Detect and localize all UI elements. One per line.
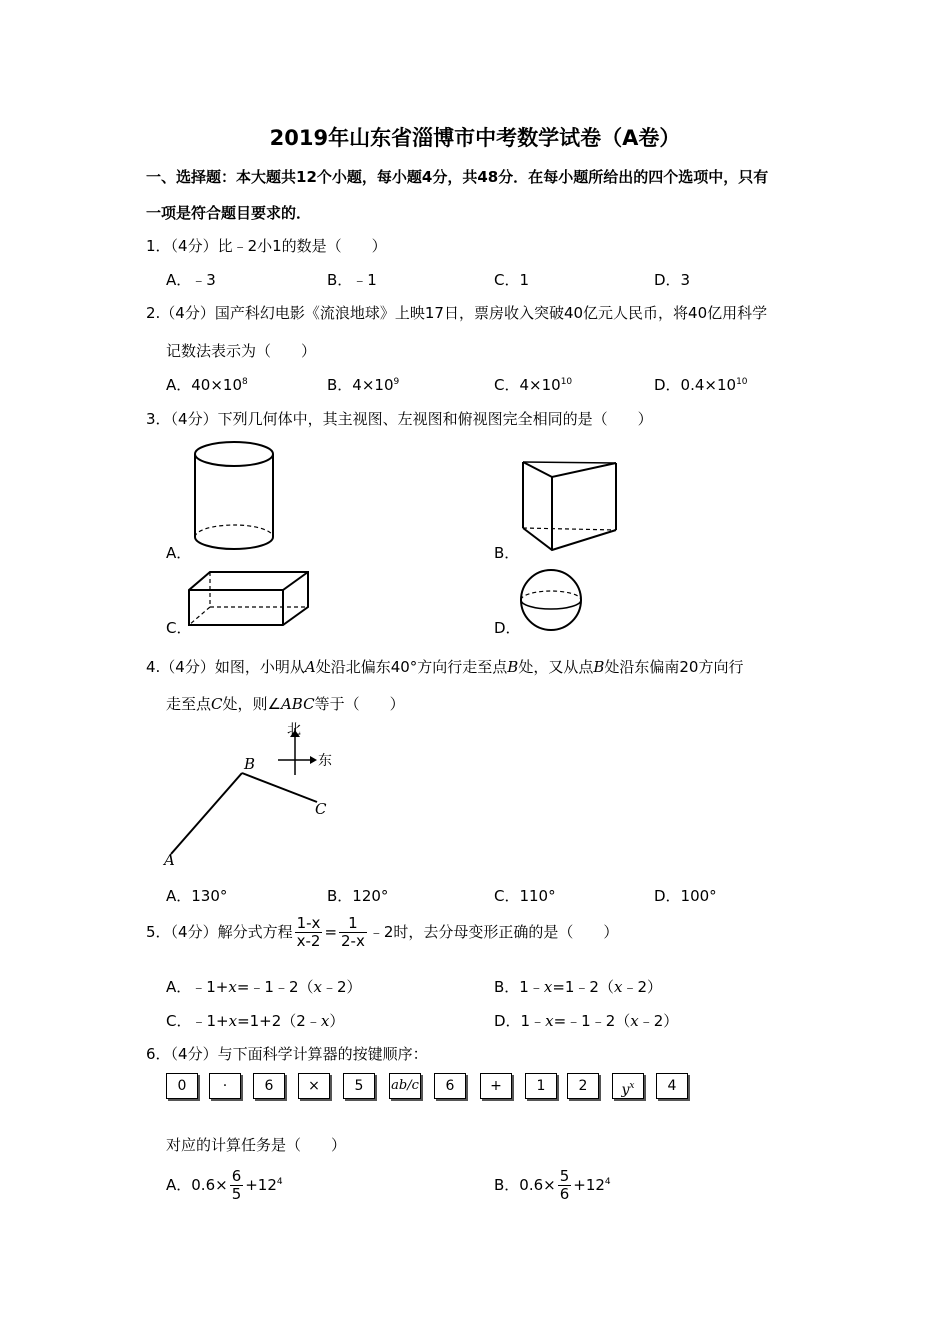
point-c-label: C [315, 800, 327, 818]
north-label: 北 [287, 722, 301, 738]
q1-option-a: A．﹣3 [166, 271, 216, 289]
section-heading-line1: 一、选择题：本大题共12个小题，每小题4分，共48分．在每小题所给出的四个选项中，只有 [146, 168, 769, 186]
triangular-prism-figure [515, 455, 625, 560]
q5-option-d: D．1﹣x=﹣1﹣2（x﹣2） [494, 1012, 679, 1030]
q6-option-a: A．0.6× $\frac{6}{5}$ $+12^4$ [166, 1167, 283, 1203]
question-1-stem: 1．（4分）比﹣2小1的数是（ ） [146, 237, 387, 255]
q1-option-d: D．3 [654, 271, 691, 289]
q2-option-d: D．$0.4\times 10^{10}$ [654, 376, 748, 394]
q3-option-a: A． [166, 544, 192, 562]
calc-key-6b: 6 [434, 1073, 466, 1099]
question-2-line2: 记数法表示为（ ） [166, 342, 317, 360]
q4-option-b: B．120° [327, 887, 389, 905]
segment-bc [242, 773, 317, 802]
q1-option-b: B．﹣1 [327, 271, 377, 289]
question-5-stem: 5．（4分）解分式方程 $\frac{1-x}{x-2}$ = $\frac{1}{2-x}$ ﹣2时，去分母变形正确的是（ ） [146, 914, 619, 950]
q1-option-c: C．1 [494, 271, 530, 289]
point-b-label: B [244, 755, 256, 773]
sphere-figure [515, 568, 587, 634]
q4-option-a: A．130° [166, 887, 228, 905]
page-title: 2019年山东省淄博市中考数学试卷（A卷） [269, 126, 681, 150]
calc-key-fraction: ab/c [389, 1073, 421, 1099]
cylinder-figure [185, 436, 285, 556]
east-label: 东 [318, 753, 332, 769]
calc-key-power: $y^x$ [612, 1073, 644, 1099]
q6-option-b: B．0.6× $\frac{5}{6}$ $+12^4$ [494, 1167, 611, 1203]
point-a-label: A [164, 851, 175, 869]
calc-key-multiply: × [298, 1073, 330, 1099]
q5-option-c: C．﹣1+x=1+2（2﹣x） [166, 1012, 345, 1030]
fraction-left: $\frac{1-x}{x-2}$ [296, 914, 321, 950]
question-6-task: 对应的计算任务是（ ） [166, 1136, 347, 1154]
calc-key-4: 4 [656, 1073, 688, 1099]
calc-key-plus: + [480, 1073, 512, 1099]
calc-key-0: 0 [166, 1073, 198, 1099]
cuboid-figure [182, 568, 312, 630]
q5-option-a: A．﹣1+x=﹣1﹣2（x﹣2） [166, 978, 362, 996]
q2-option-a: A．$40\times 10^8$ [166, 376, 248, 394]
calc-key-5: 5 [343, 1073, 375, 1099]
q2-option-c: C．$4\times 10^{10}$ [494, 376, 573, 394]
question-6-stem: 6．（4分）与下面科学计算器的按键顺序： [146, 1045, 428, 1063]
segment-ab [171, 773, 242, 854]
question-2-line1: 2.（4分）国产科幻电影《流浪地球》上映17日，票房收入突破40亿元人民币，将40亿用科学 [146, 304, 768, 322]
fraction-right: $\frac{1}{2-x}$ [341, 914, 365, 950]
question-4-line2: 走至点C处，则∠ABC等于（ ） [166, 695, 405, 713]
question-3-stem: 3．（4分）下列几何体中，其主视图、左视图和俯视图完全相同的是（ ） [146, 410, 653, 428]
calc-key-decimal: · [209, 1073, 241, 1099]
q3-option-c: C． [166, 619, 192, 637]
q3-option-b: B． [494, 544, 520, 562]
direction-figure [160, 718, 360, 873]
q5-option-b: B．1﹣x=1﹣2（x﹣2） [494, 978, 662, 996]
calc-key-2: 2 [567, 1073, 599, 1099]
east-arrow-icon [310, 756, 317, 764]
q3-option-d: D． [494, 619, 521, 637]
q4-option-c: C．110° [494, 887, 556, 905]
q2-option-b: B．$4\times 10^9$ [327, 376, 400, 394]
question-4-line1: 4.（4分）如图，小明从A处沿北偏东40°方向行走至点B处，又从点B处沿东偏南20方向行 [146, 658, 744, 676]
q4-option-d: D．100° [654, 887, 717, 905]
section-heading-line2: 一项是符合题目要求的． [146, 204, 312, 222]
calc-key-1: 1 [525, 1073, 557, 1099]
calc-key-6: 6 [253, 1073, 285, 1099]
